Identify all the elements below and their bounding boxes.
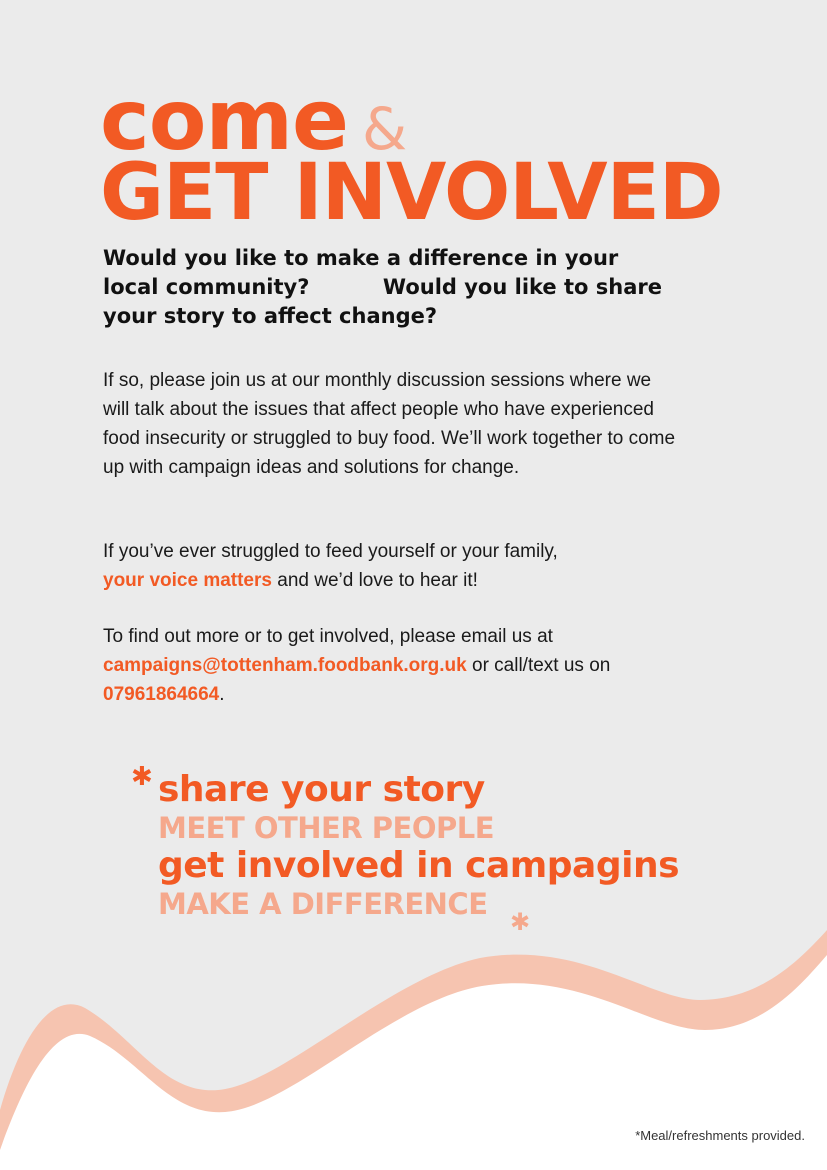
lead-question-1: Would you like to make a difference in your local community? (103, 246, 619, 299)
tagline-share-story: share your story (158, 769, 485, 810)
paragraph-contact (103, 622, 678, 709)
voice-matters-highlight: your voice matters (103, 570, 272, 591)
paragraph-contact-before: To find out more or to get involved, please email us at (103, 626, 553, 647)
headline-ampersand: & (362, 95, 407, 163)
tagline-get-involved: get involved in campagins (158, 845, 679, 886)
contact-email-link[interactable]: campaigns@tottenham.foodbank.org.uk (103, 655, 467, 676)
contact-phone-link[interactable]: 07961864664 (103, 684, 220, 705)
paragraph-sessions: If so, please join us at our monthly discussion sessions where we will talk about the issues that affect people who have experienced food insecurity or struggled to buy food. We’ll work together to come up with campaign ideas and solutions for change. (103, 370, 676, 478)
paragraph-voice (103, 537, 678, 595)
headline (100, 71, 723, 238)
lead-questions (103, 244, 663, 331)
footnote: *Meal/refreshments provided. (635, 1128, 805, 1143)
headline-come: come (100, 71, 348, 169)
lead-question-2: Would you like to share your story to affect change? (103, 275, 662, 328)
asterisk-icon: ✱ (131, 762, 153, 792)
taglines (158, 770, 679, 922)
paragraph-voice-before: If you’ve ever struggled to feed yourself or your family, (103, 541, 558, 562)
asterisk-small-icon: ✱ (510, 908, 531, 936)
paragraph-contact-after: . (219, 684, 225, 705)
paragraph-contact-middle: or call/text us on (466, 655, 611, 676)
tagline-meet-people: MEET OTHER PEOPLE (158, 811, 495, 845)
tagline-make-difference: MAKE A DIFFERENCE (158, 887, 488, 921)
headline-get-involved: GET INVOLVED (100, 148, 723, 238)
paragraph-voice-after: and we’d love to hear it! (271, 570, 478, 591)
